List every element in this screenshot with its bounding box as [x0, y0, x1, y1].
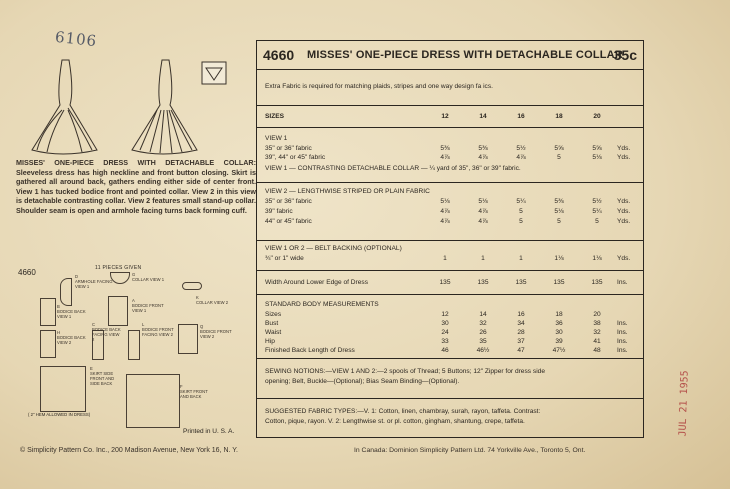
cell: 20	[593, 311, 601, 318]
cell: 35	[479, 338, 487, 345]
cell: 38	[593, 320, 601, 327]
cell: 30	[441, 320, 449, 327]
view1-section	[257, 127, 643, 183]
cell: 14	[479, 311, 487, 318]
row-label: Finished Back Length of Dress	[265, 347, 355, 354]
piece-k: K COLLAR VIEW 2	[196, 295, 229, 305]
fabric-types-section	[257, 398, 643, 437]
date-stamp: JUL 21 1955	[677, 370, 691, 437]
piece-q-shape	[178, 324, 198, 354]
size-col: 12	[441, 113, 449, 120]
cell: 1⅛	[554, 255, 564, 262]
collar-sketch	[200, 60, 230, 88]
size-col: 18	[555, 113, 563, 120]
piece-f: F SKIRT FRONT AND BACK	[180, 384, 208, 399]
cell: 47	[517, 347, 525, 354]
cell: 48	[593, 347, 601, 354]
cell: 47½	[552, 347, 566, 354]
pattern-description	[16, 158, 256, 216]
description-lead: MISSES' ONE-PIECE DRESS WITH DETACHABLE COLLAR:	[16, 158, 256, 167]
cell: 4⅞	[516, 154, 526, 161]
extra-fabric-section	[257, 69, 643, 106]
width-section	[257, 270, 643, 295]
cell: 1	[443, 255, 447, 262]
row-label: 39" fabric	[265, 208, 293, 215]
unit: Yds.	[617, 145, 631, 152]
cell: 5	[557, 154, 561, 161]
cell: 5	[595, 218, 599, 225]
cell: 135	[477, 279, 489, 286]
unit: Ins.	[617, 329, 628, 336]
piece-g: G COLLAR VIEW 1	[132, 272, 165, 282]
cell: 5⅜	[440, 145, 450, 152]
notions-line-1: SEWING NOTIONS:—VIEW 1 AND 2:—2 spools of Thread; 5 Buttons; 12" Zipper for dress side	[265, 368, 545, 375]
fabrics-line-1: SUGGESTED FABRIC TYPES:—V. 1: Cotton, linen, chambray, surah, rayon, taffeta. Contrast:	[265, 408, 541, 415]
unit: Yds.	[617, 255, 631, 262]
size-col: 16	[517, 113, 525, 120]
piece-a: A BODICE FRONT VIEW 1	[132, 298, 164, 313]
cell: 24	[441, 329, 449, 336]
pattern-number-small: 4660	[18, 268, 36, 277]
piece-f-shape	[126, 374, 180, 428]
cell: 5⅜	[554, 198, 564, 205]
cell: 5½	[516, 145, 526, 152]
piece-b-shape	[40, 298, 56, 326]
cell: 32	[479, 320, 487, 327]
unit: Yds.	[617, 198, 631, 205]
cell: 4⅞	[440, 218, 450, 225]
row-label: Bust	[265, 320, 279, 327]
piece-q: Q BODICE FRONT VIEW 2	[200, 324, 232, 339]
cell: 5¼	[592, 208, 602, 215]
copyright-footer: © Simplicity Pattern Co. Inc., 200 Madison Avenue, New York 16, N. Y.	[20, 447, 238, 454]
printed-in: Printed in U. S. A.	[183, 428, 235, 435]
cell: 36	[555, 320, 563, 327]
cell: 135	[553, 279, 565, 286]
panel-title: MISSES' ONE-PIECE DRESS WITH DETACHABLE COLLAR	[307, 49, 623, 61]
row-label: 39", 44" or 45" fabric	[265, 154, 326, 161]
notions-section	[257, 358, 643, 399]
cell: 33	[441, 338, 449, 345]
piece-c: C BODICE BACK FACING VIEW 2	[92, 322, 121, 342]
cell: 26	[479, 329, 487, 336]
piece-l: L BODICE FRONT FACING VIEW 2	[142, 322, 174, 337]
cell: 135	[515, 279, 527, 286]
cell: 1	[481, 255, 485, 262]
row-label: Sizes	[265, 311, 282, 318]
cell: 30	[555, 329, 563, 336]
piece-d: D ARMHOLE FACING VIEW 1	[75, 274, 113, 289]
extra-fabric-note: Extra Fabric is required for matching plaids, stripes and one way design fa ics.	[265, 83, 493, 90]
cell: 41	[593, 338, 601, 345]
belt-backing-section	[257, 240, 643, 271]
cell: 28	[517, 329, 525, 336]
cell: 5⅛	[554, 208, 564, 215]
cell: 5	[557, 218, 561, 225]
description-text: Sleeveless dress has high neckline and front button closing. Skirt is gathered all around back, gathers ending either side of center front. View 1 has tucked bodice front and pointed collar. View 2 in this view is detachable contrasting collar. View 2 features small stand-up collar. Shoulder seam is open and armhole facing turns back forming cuff.	[16, 167, 256, 215]
cell: 1⅛	[592, 255, 602, 262]
cell: 46½	[476, 347, 490, 354]
unit: Yds.	[617, 208, 631, 215]
cell: 4⅞	[478, 218, 488, 225]
cell: 4⅞	[440, 154, 450, 161]
sizes-label: SIZES	[265, 113, 285, 120]
view1-label: VIEW 1	[265, 135, 288, 142]
cell: 5⅜	[478, 145, 488, 152]
fabrics-line-2: Cotton, pique, rayon. V. 2: Lengthwise st. or pl. cotton, gingham, shantung, crepe, taffeta.	[265, 418, 525, 425]
hem-note: ( 2" HEM ALLOWED IN DRESS)	[28, 412, 91, 417]
panel-price: 35c	[613, 47, 637, 63]
cell: 37	[517, 338, 525, 345]
row-label: Hip	[265, 338, 275, 345]
handwritten-number: 6106	[54, 27, 99, 51]
unit: Yds.	[617, 154, 631, 161]
cell: 4⅞	[478, 208, 488, 215]
cell: 39	[555, 338, 563, 345]
row-label: ¾" or 1" wide	[265, 255, 304, 262]
row-label: 35" or 36" fabric	[265, 198, 312, 205]
row-label: 44" or 45" fabric	[265, 218, 312, 225]
cell: 135	[591, 279, 603, 286]
canada-footer: In Canada: Dominion Simplicity Pattern Ltd. 74 Yorkville Ave., Toronto 5, Ont.	[354, 447, 586, 454]
unit: Yds.	[617, 218, 631, 225]
cell: 16	[517, 311, 525, 318]
panel-pattern-number: 4660	[263, 47, 295, 63]
piece-h: H BODICE BACK VIEW 2	[57, 330, 86, 345]
cell: 46	[441, 347, 449, 354]
row-label: 35" or 36" fabric	[265, 145, 312, 152]
piece-b: B BODICE BACK VIEW 1	[57, 304, 86, 319]
view2-section	[257, 182, 643, 241]
pieces-given: 11 PIECES GIVEN	[95, 265, 142, 271]
row-label: Width Around Lower Edge of Dress	[265, 279, 368, 286]
piece-d-shape	[60, 278, 72, 306]
unit: Ins.	[617, 279, 628, 286]
yardage-panel	[256, 40, 644, 438]
cell: 18	[555, 311, 563, 318]
cell: 5	[519, 208, 523, 215]
cell: 5¼	[516, 198, 526, 205]
cell: 32	[593, 329, 601, 336]
piece-e: E SKIRT SIDE FRONT AND SIDE BACK	[90, 366, 115, 386]
panel-header	[257, 41, 643, 70]
cell: 5⅛	[478, 198, 488, 205]
notions-line-2: opening; Belt, Buckle—(Optional); Bias Seam Binding—(Optional).	[265, 378, 460, 385]
cell: 34	[517, 320, 525, 327]
size-col: 20	[593, 113, 601, 120]
row-label: Waist	[265, 329, 282, 336]
piece-k-shape	[182, 282, 202, 290]
cell: 5⅝	[554, 145, 564, 152]
body-label: STANDARD BODY MEASUREMENTS	[265, 301, 379, 308]
size-col: 14	[479, 113, 487, 120]
cell: 4⅞	[478, 154, 488, 161]
body-measurements-section	[257, 294, 643, 359]
contrast-collar-line: VIEW 1 — CONTRASTING DETACHABLE COLLAR — ¼ yard of 35", 36" or 39" fabric.	[265, 165, 521, 172]
cell: 5⅛	[440, 198, 450, 205]
cell: 12	[441, 311, 449, 318]
piece-l-shape	[128, 330, 140, 360]
cell: 1	[519, 255, 523, 262]
cell: 5	[519, 218, 523, 225]
unit: Ins.	[617, 347, 628, 354]
cell: 5⅝	[592, 145, 602, 152]
cell: 5⅛	[592, 154, 602, 161]
sizes-row	[257, 105, 643, 128]
cell: 135	[439, 279, 451, 286]
cell: 5½	[592, 198, 602, 205]
belt-backing-label: VIEW 1 OR 2 — BELT BACKING (OPTIONAL)	[265, 245, 402, 252]
dress-illustrations	[22, 50, 222, 160]
unit: Ins.	[617, 320, 628, 327]
view2-label: VIEW 2 — LENGTHWISE STRIPED OR PLAIN FABRIC	[265, 188, 430, 195]
unit: Ins.	[617, 338, 628, 345]
piece-h-shape	[40, 330, 56, 358]
piece-e-shape	[40, 366, 86, 412]
cell: 4⅞	[440, 208, 450, 215]
